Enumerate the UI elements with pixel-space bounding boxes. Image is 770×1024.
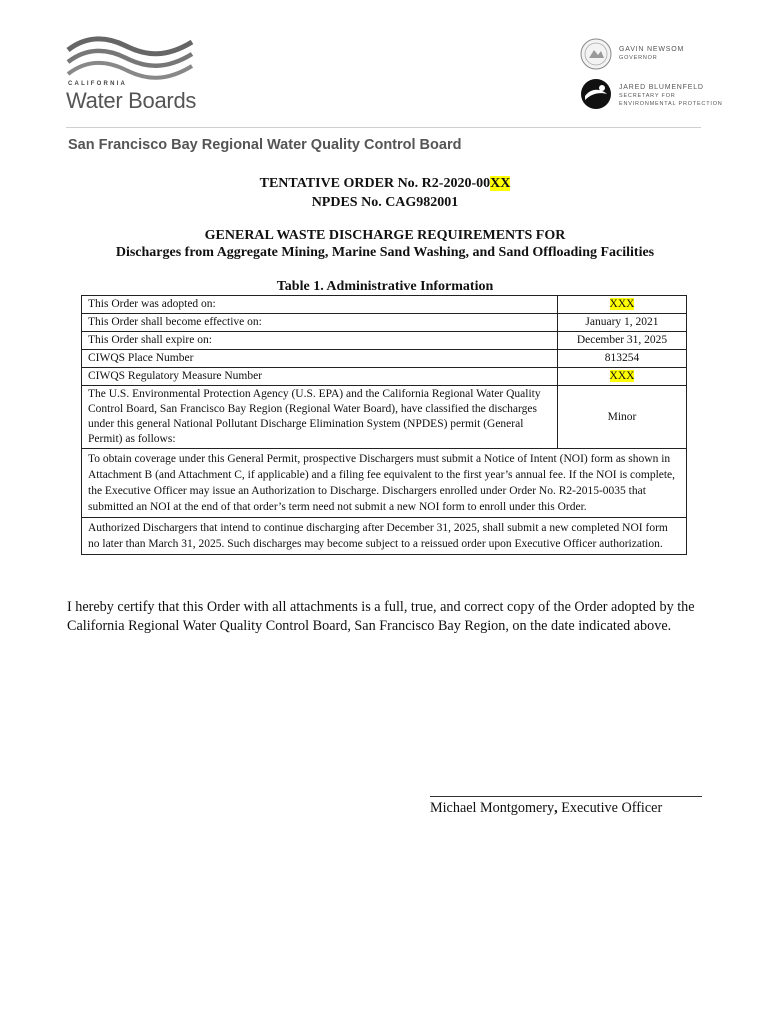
order-number bbox=[0, 176, 770, 192]
row-value: Minor bbox=[558, 386, 687, 449]
governor-title: GOVERNOR bbox=[619, 55, 658, 61]
continuation-note: Authorized Dischargers that intend to continue discharging after December 31, 2025, shall submit a new completed NOI form no later than March 31, 2025. Such discharges may become subject to a reissued order upon Executive Officer authorization. bbox=[82, 518, 687, 555]
adopted-date-placeholder: XXX bbox=[609, 298, 635, 310]
npdes-number: NPDES No. CAG982001 bbox=[311, 195, 459, 210]
row-value bbox=[558, 368, 687, 386]
governor-name: GAVIN NEWSOM bbox=[619, 46, 685, 53]
coverage-note: To obtain coverage under this General Permit, prospective Dischargers must submit a Notice of Intent (NOI) form as shown in Attachment B (and Attachment C, if applicable) and a filing fee equivalent to the first year’s annual fee. If the NOI is complete, the Executive Officer may issue an Authorization to Discharge. Dischargers enrolled under Order No. R2-2015-0035 that submitted an NOI at the end of that order’s term need not submit a new NOI form to enroll under this Order. bbox=[82, 449, 687, 518]
calepa-logo-icon bbox=[580, 78, 612, 110]
administrative-info-table bbox=[81, 295, 687, 555]
row-value: January 1, 2021 bbox=[558, 314, 687, 332]
table-row bbox=[82, 332, 687, 350]
signature-line bbox=[430, 796, 702, 797]
certification-paragraph: I hereby certify that this Order with all attachments is a full, true, and correct copy of the Order adopted by the California Regional Water Quality Control Board, San Francisco Bay Region, on the date indicated above. bbox=[67, 599, 695, 634]
signatory bbox=[430, 800, 662, 817]
row-label: This Order shall expire on: bbox=[82, 332, 558, 350]
board-name: San Francisco Bay Regional Water Quality Control Board bbox=[68, 137, 462, 153]
water-boards-logo bbox=[66, 36, 198, 116]
signatory-title: Executive Officer bbox=[557, 800, 663, 816]
row-value bbox=[558, 296, 687, 314]
table-caption: Table 1. Administrative Information bbox=[276, 279, 494, 294]
secretary-title-line1: SECRETARY FOR bbox=[619, 93, 676, 99]
header-divider bbox=[66, 127, 701, 128]
table-row bbox=[82, 314, 687, 332]
measure-number-placeholder: XXX bbox=[609, 370, 635, 382]
document-heading: GENERAL WASTE DISCHARGE REQUIREMENTS FOR bbox=[204, 228, 566, 243]
order-number-placeholder: XX bbox=[490, 176, 511, 191]
table-row bbox=[82, 296, 687, 314]
wave-icon bbox=[66, 36, 198, 80]
document-subheading: Discharges from Aggregate Mining, Marine Sand Washing, and Sand Offloading Facilities bbox=[115, 245, 655, 260]
table-row bbox=[82, 350, 687, 368]
row-label: CIWQS Regulatory Measure Number bbox=[82, 368, 558, 386]
signatory-name: Michael Montgomery bbox=[430, 800, 555, 816]
row-value: 813254 bbox=[558, 350, 687, 368]
state-seal-icon bbox=[580, 38, 612, 70]
row-label: The U.S. Environmental Protection Agency (U.S. EPA) and the California Regional Water Quality Control Board, San Francisco Bay Region (Regional Water Board), have classified the discharges under this general National Pollutant Discharge Elimination System (NPDES) permit (General Permit) as follows: bbox=[82, 386, 558, 449]
secretary-block bbox=[619, 84, 723, 108]
signatory-separator: , bbox=[554, 800, 558, 816]
order-number-prefix: TENTATIVE ORDER No. R2-2020-00 bbox=[259, 176, 491, 191]
logo-name-text: Water Boards bbox=[66, 88, 197, 113]
logo-state-text: CALIFORNIA bbox=[68, 81, 127, 87]
table-note-row bbox=[82, 518, 687, 555]
governor-block bbox=[619, 46, 684, 62]
row-value: December 31, 2025 bbox=[558, 332, 687, 350]
row-label: This Order was adopted on: bbox=[82, 296, 558, 314]
table-note-row bbox=[82, 449, 687, 518]
row-label: This Order shall become effective on: bbox=[82, 314, 558, 332]
row-label: CIWQS Place Number bbox=[82, 350, 558, 368]
secretary-title-line2: ENVIRONMENTAL PROTECTION bbox=[619, 101, 723, 107]
table-row bbox=[82, 386, 687, 449]
secretary-name: JARED BLUMENFELD bbox=[619, 84, 704, 91]
table-row bbox=[82, 368, 687, 386]
